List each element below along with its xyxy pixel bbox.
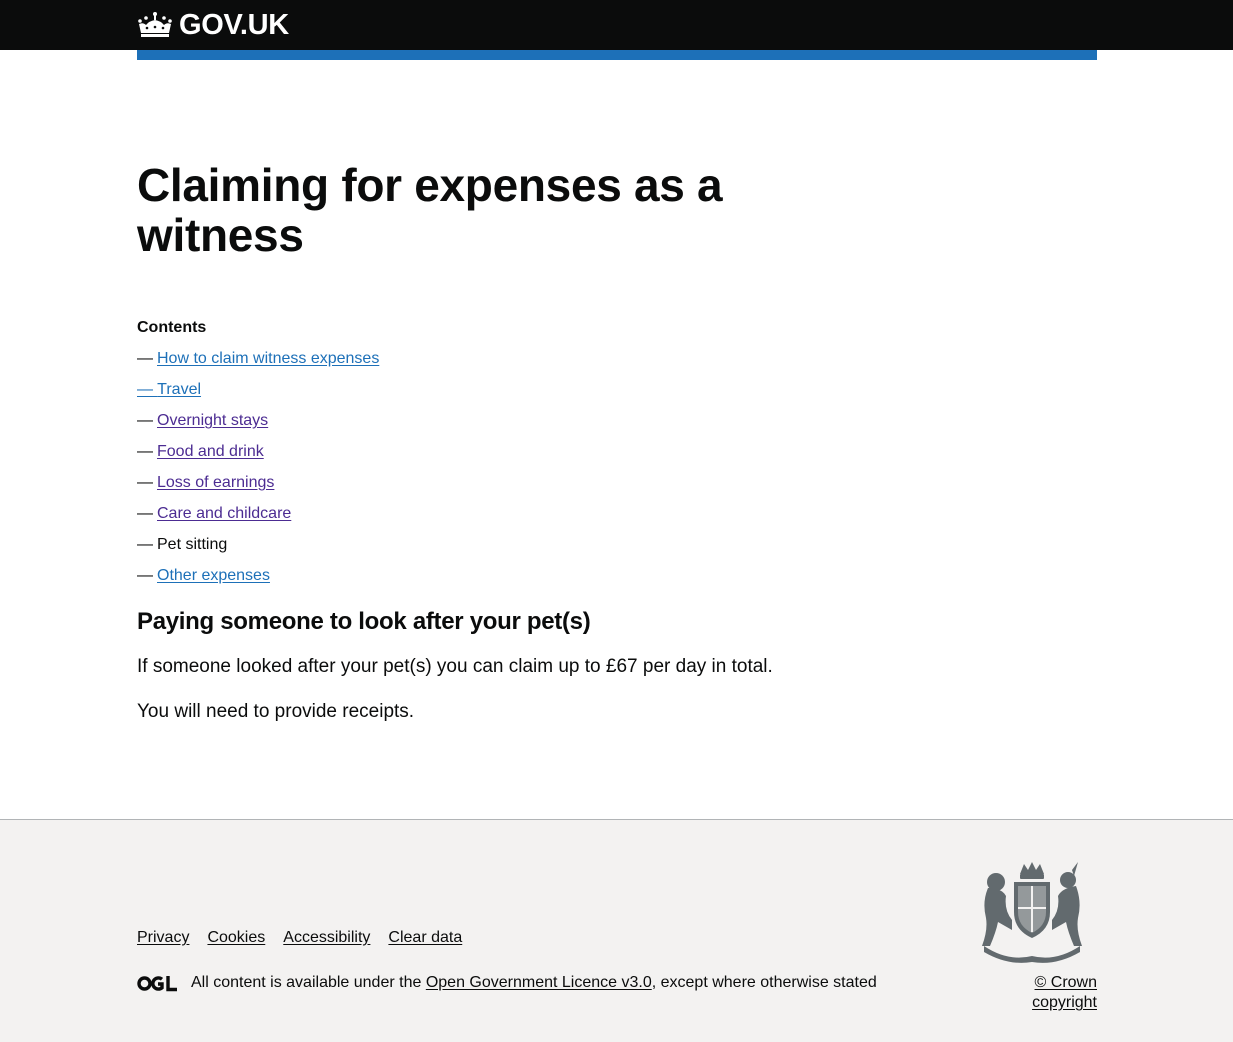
body-paragraph: If someone looked after your pet(s) you can claim up to £67 per day in total. (137, 656, 773, 677)
main-content (137, 160, 1097, 724)
licence-text (191, 973, 877, 993)
footer-link-cookies[interactable]: Cookies (207, 929, 266, 946)
header-container (137, 0, 289, 50)
contents-current-page: Pet sitting (157, 536, 228, 553)
govuk-home-link[interactable] (137, 8, 289, 41)
contents-dash: — (137, 443, 153, 460)
contents-dash: — (137, 381, 153, 398)
licence-suffix: , except where otherwise stated (651, 974, 877, 991)
contents-link-travel-label: Travel (157, 381, 202, 398)
page-title: Claiming for expenses as a witness (137, 159, 723, 261)
header-accent-bar (137, 50, 1097, 60)
contents-link-other-expenses[interactable]: Other expenses (157, 567, 270, 584)
contents-link-care-and-childcare[interactable]: Care and childcare (157, 505, 292, 522)
crown-copyright (966, 973, 1097, 1013)
ogl-icon (137, 975, 178, 992)
contents-item-overnight-stays (137, 411, 1097, 431)
contents-dash: — (137, 536, 153, 553)
contents-nav (137, 318, 1097, 586)
site-header (0, 0, 1233, 50)
contents-link-how-to-claim[interactable]: How to claim witness expenses (157, 350, 380, 367)
open-government-licence-link[interactable]: Open Government Licence v3.0 (425, 974, 652, 991)
contents-dash: — (137, 350, 153, 367)
contents-dash: — (137, 474, 153, 491)
contents-dash: — (137, 505, 153, 522)
contents-item-care-and-childcare (137, 504, 1097, 524)
licence-prefix: All content is available under the (191, 974, 422, 991)
contents-list (137, 349, 1097, 586)
section-title: Paying someone to look after your pet(s) (137, 608, 591, 635)
footer-link-item (137, 928, 189, 948)
contents-label: Contents (137, 319, 207, 336)
contents-dash: — (137, 412, 153, 429)
contents-item-food-and-drink (137, 442, 1097, 462)
royal-coat-of-arms-icon (968, 860, 1096, 964)
footer-link-item (207, 928, 265, 948)
contents-link-loss-of-earnings[interactable]: Loss of earnings (157, 474, 275, 491)
licence-statement (137, 973, 877, 993)
site-footer (0, 819, 1233, 1042)
contents-item-travel (137, 380, 1097, 400)
govuk-logotype: GOV.UK (179, 8, 289, 41)
contents-item-other-expenses (137, 566, 1097, 586)
footer-links (137, 928, 480, 948)
contents-item-pet-sitting-current (137, 535, 1097, 555)
body-paragraph: You will need to provide receipts. (137, 701, 415, 722)
footer-link-accessibility[interactable]: Accessibility (283, 929, 371, 946)
crown-icon (137, 11, 173, 39)
footer-link-item (283, 928, 370, 948)
contents-item-how-to-claim (137, 349, 1097, 369)
contents-link-overnight-stays[interactable]: Overnight stays (157, 412, 269, 429)
footer-link-clear-data[interactable]: Clear data (388, 929, 463, 946)
contents-link-travel[interactable] (137, 381, 201, 398)
footer-link-item (388, 928, 462, 948)
contents-item-loss-of-earnings (137, 473, 1097, 493)
footer-link-privacy[interactable]: Privacy (137, 929, 190, 946)
contents-dash: — (137, 567, 153, 584)
contents-link-food-and-drink[interactable]: Food and drink (157, 443, 264, 460)
crown-copyright-link[interactable]: © Crown copyright (1032, 974, 1097, 1011)
